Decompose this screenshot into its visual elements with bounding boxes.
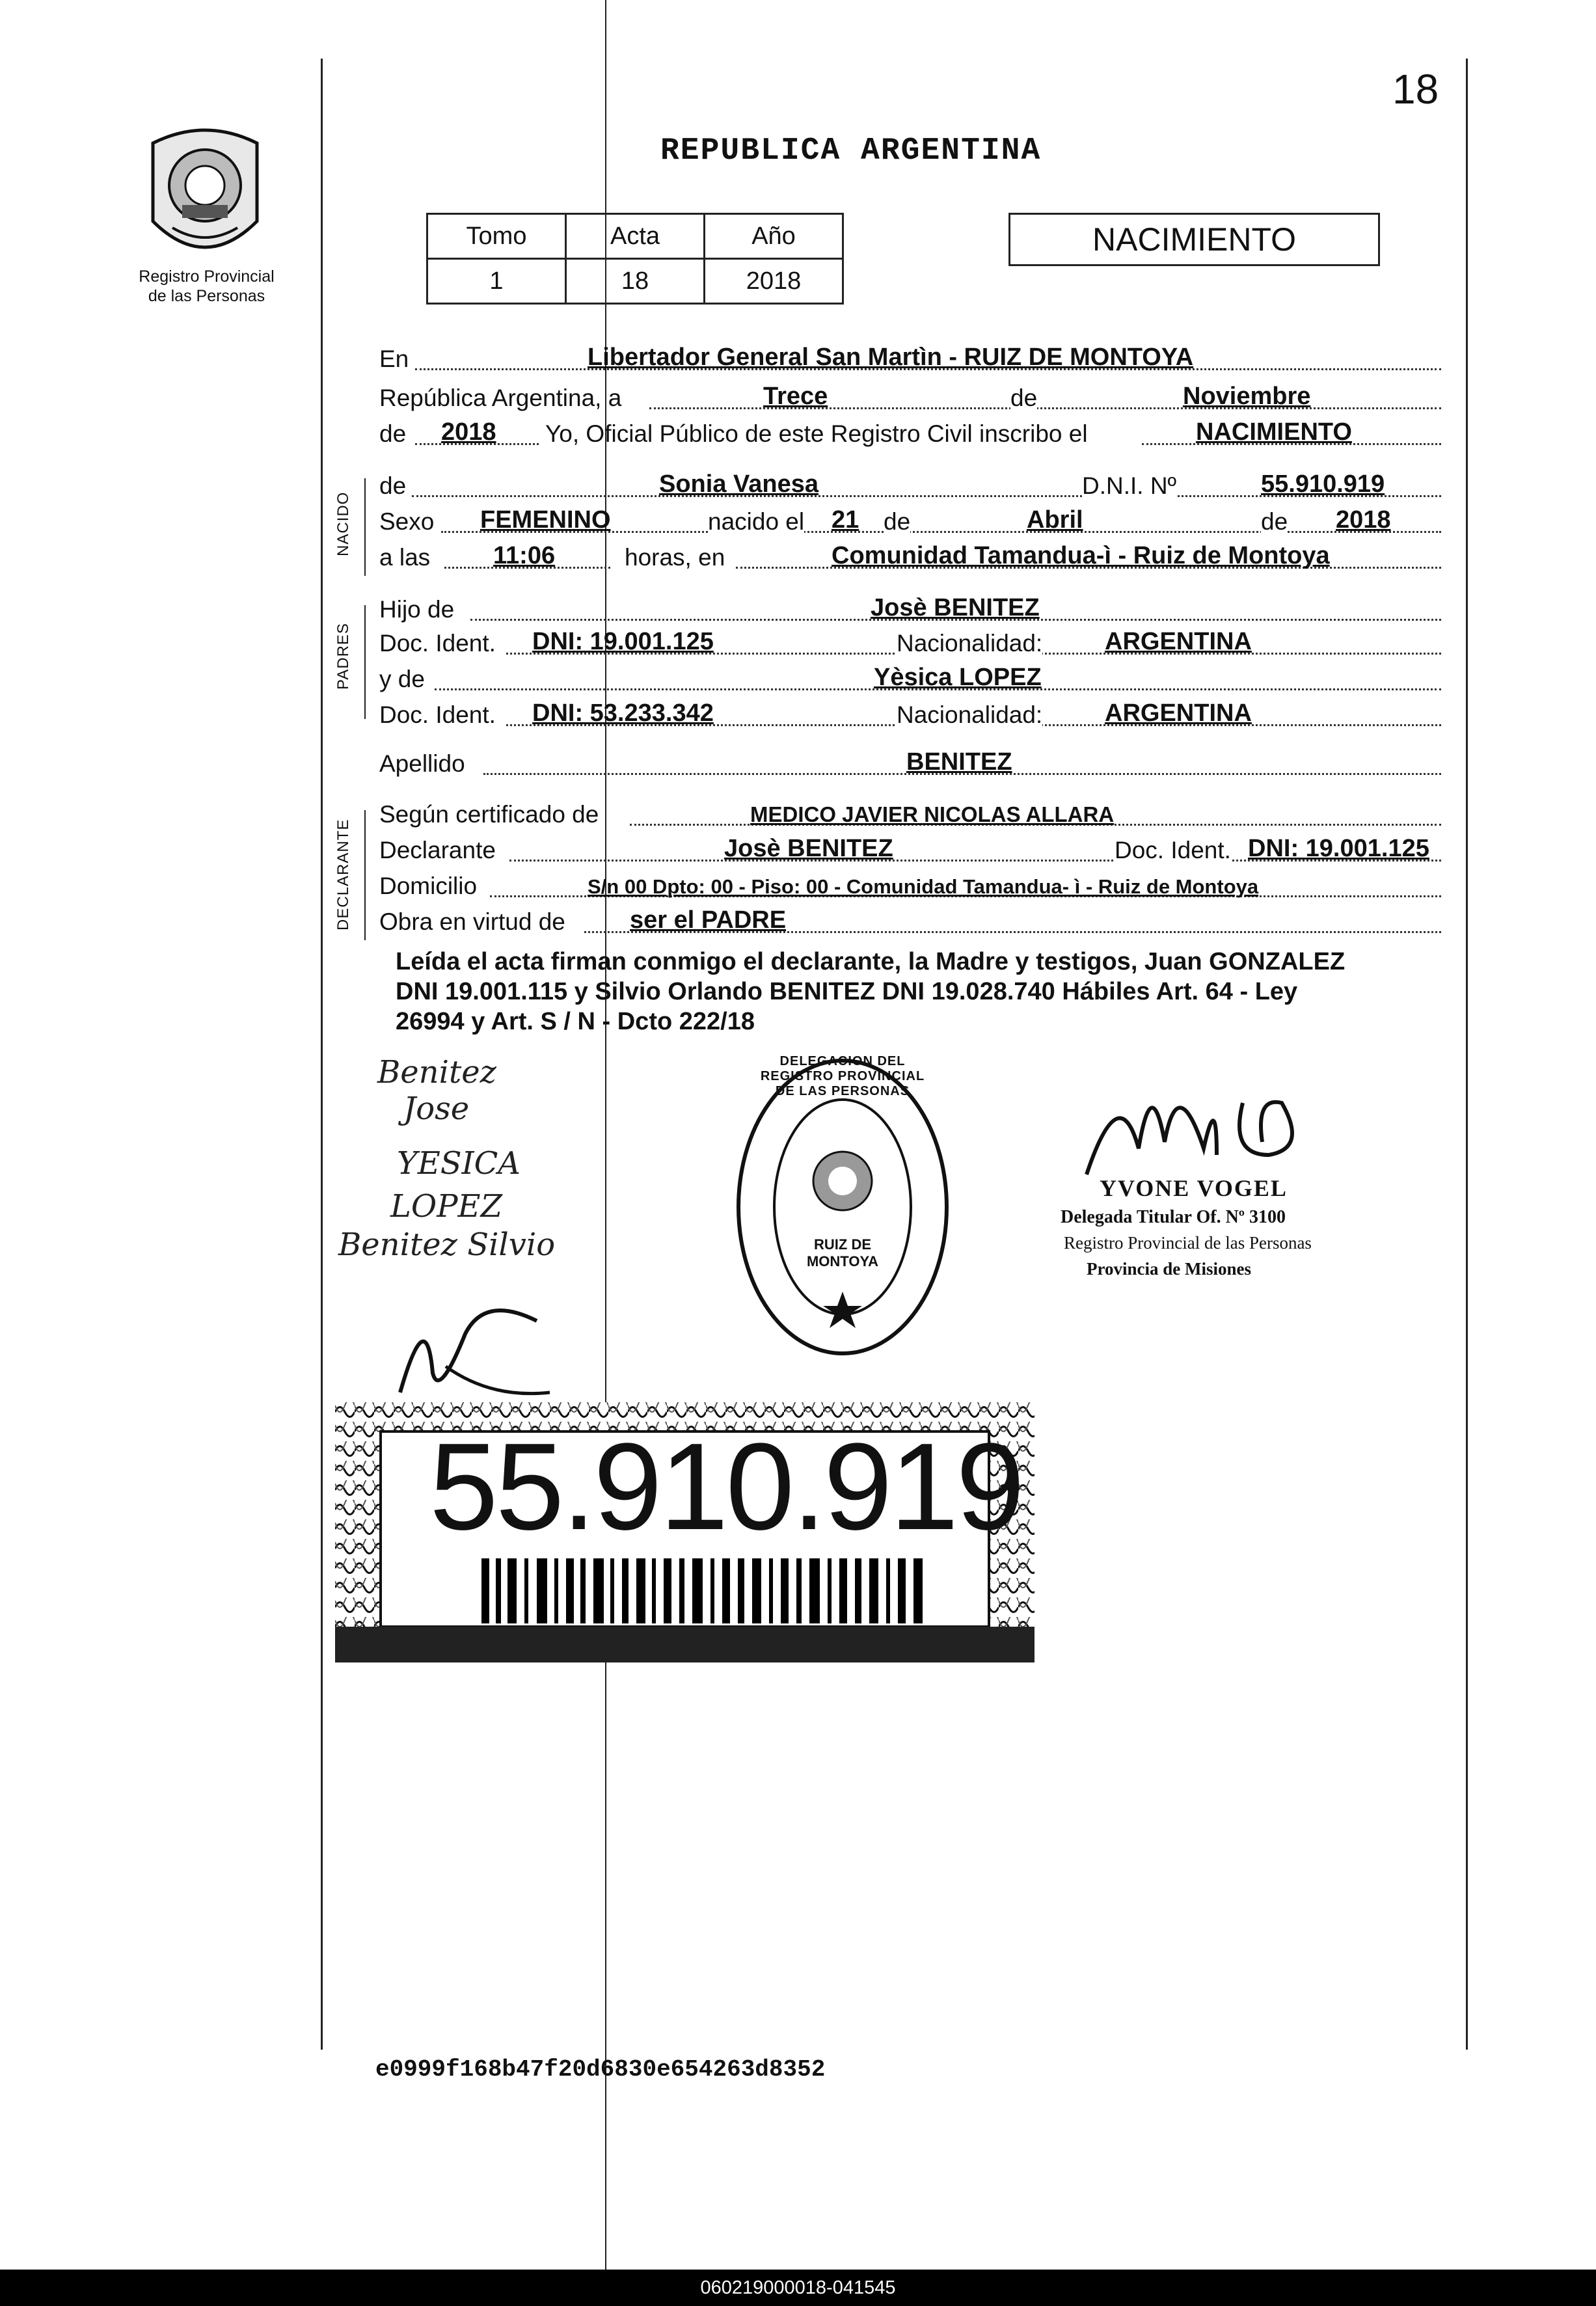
section-rule — [364, 810, 366, 940]
sexo-value: FEMENINO — [480, 506, 611, 534]
registry-table — [426, 213, 844, 305]
registry-seal — [732, 1051, 953, 1363]
de-label: de — [1010, 385, 1038, 411]
month-value: Noviembre — [1183, 383, 1311, 410]
domicilio-label: Domicilio — [379, 873, 478, 899]
provincia-misiones-logo — [133, 124, 277, 267]
closing-line-3: 26994 y Art. S / N - Dcto 222/18 — [396, 1008, 755, 1035]
apellido-label: Apellido — [379, 750, 465, 777]
doc-ident-label: Doc. Ident. — [379, 630, 496, 657]
logo-caption-line2: de las Personas — [148, 287, 265, 305]
doc-ident-label: Doc. Ident. — [1115, 837, 1231, 863]
section-rule — [364, 478, 366, 576]
hijo-de-label: Hijo de — [379, 596, 455, 623]
row-nacido-time — [379, 540, 1441, 573]
row-declarante — [379, 833, 1441, 865]
row-certificado — [379, 797, 1441, 830]
record-type-box: NACIMIENTO — [1008, 213, 1380, 266]
registry-value-ano: 2018 — [705, 259, 843, 304]
seal-ring-text: DELEGACION DEL REGISTRO PROVINCIAL DE LAS PERSONAS — [760, 1054, 925, 1098]
day-value: Trece — [763, 383, 828, 410]
mother-name-value: Yèsica LOPEZ — [874, 664, 1042, 691]
row-apellido — [379, 746, 1441, 779]
official-line-2: Registro Provincial de las Personas — [1064, 1233, 1312, 1253]
row-location — [379, 342, 1441, 374]
row-nacido-birth — [379, 504, 1441, 537]
signature-mother-line2: LOPEZ — [390, 1188, 502, 1225]
section-rule — [364, 605, 366, 719]
act-value: NACIMIENTO — [1196, 418, 1352, 446]
page-number: 18 — [1392, 66, 1439, 113]
signature-witness: Benitez Silvio — [338, 1227, 556, 1263]
nacionalidad-label: Nacionalidad: — [897, 630, 1043, 657]
section-label-nacido: NACIDO — [334, 491, 352, 556]
row-domicilio — [379, 869, 1441, 901]
signature-father-line2: Jose — [403, 1091, 470, 1127]
registry-header-ano: Año — [705, 214, 843, 259]
row-father — [379, 592, 1441, 625]
nacido-el-label: nacido el — [708, 508, 805, 535]
birth-time-value: 11:06 — [493, 542, 556, 569]
a-las-label: a las — [379, 544, 431, 571]
de-label: de — [379, 472, 407, 499]
logo-caption — [120, 267, 293, 306]
document-hash: e0999f168b47f20d6830e654263d8352 — [375, 2056, 826, 2083]
de-label-3: de — [1261, 508, 1288, 535]
en-label: En — [379, 346, 409, 372]
nacido-name-value: Sonia Vanesa — [659, 470, 819, 498]
logo-caption-line1: Registro Provincial — [139, 267, 275, 286]
doc-ident-label: Doc. Ident. — [379, 701, 496, 728]
row-year — [379, 416, 1441, 449]
section-label-padres: PADRES — [334, 623, 352, 690]
year-value: 2018 — [441, 418, 496, 446]
father-doc-value: DNI: 19.001.125 — [532, 628, 714, 655]
row-mother — [379, 662, 1441, 694]
row-father-doc — [379, 626, 1441, 658]
mother-nationality-value: ARGENTINA — [1105, 699, 1252, 727]
republica-label: República Argentina, a — [379, 385, 622, 411]
registry-value-tomo: 1 — [427, 259, 566, 304]
obra-label: Obra en virtud de — [379, 908, 565, 935]
domicilio-value: S/n 00 Dpto: 00 - Piso: 00 - Comunidad Tamandua- ì - Ruiz de Montoya — [588, 875, 1259, 898]
apellido-value: BENITEZ — [906, 748, 1012, 776]
birth-year-value: 2018 — [1336, 506, 1391, 534]
document-title: REPUBLICA ARGENTINA — [660, 133, 1042, 169]
birth-place-value: Comunidad Tamandua-ì - Ruiz de Montoya — [832, 542, 1330, 569]
registry-value-acta: 18 — [566, 259, 705, 304]
birth-day-value: 21 — [832, 506, 859, 534]
footer-code: 060219000018-041545 — [0, 2270, 1596, 2306]
de2-label: de — [379, 420, 407, 447]
declarante-name-value: Josè BENITEZ — [724, 835, 893, 862]
barcode-number: 55.910.919 — [429, 1418, 1022, 1556]
signature-father — [377, 1054, 496, 1127]
official-line-1: Delegada Titular Of. Nº 3100 — [1061, 1207, 1286, 1227]
left-margin-line — [321, 59, 323, 2050]
official-signature-block — [1061, 1051, 1386, 1311]
closing-line-1: Leída el acta firman conmigo el declarante, la Madre y testigos, Juan GONZALEZ — [396, 948, 1346, 975]
dni-label: D.N.I. Nº — [1082, 472, 1177, 499]
barcode-bars — [481, 1558, 924, 1623]
signature-father-line1: Benitez — [377, 1054, 496, 1091]
certificado-label: Según certificado de — [379, 801, 599, 828]
certificado-value: MEDICO JAVIER NICOLAS ALLARA — [750, 802, 1115, 826]
father-nationality-value: ARGENTINA — [1105, 628, 1252, 655]
officer-text: Yo, Oficial Público de este Registro Civil inscribo el — [545, 420, 1088, 447]
sexo-label: Sexo — [379, 508, 435, 535]
closing-statement — [396, 947, 1469, 1037]
y-de-label: y de — [379, 666, 425, 692]
declarante-doc-value: DNI: 19.001.125 — [1248, 835, 1429, 862]
registry-header-acta: Acta — [566, 214, 705, 259]
declarante-label: Declarante — [379, 837, 496, 863]
official-line-3: Provincia de Misiones — [1087, 1259, 1251, 1279]
fold-line — [605, 0, 606, 2270]
signature-scribble — [387, 1295, 556, 1399]
registry-header-tomo: Tomo — [427, 214, 566, 259]
obra-value: ser el PADRE — [630, 906, 787, 934]
right-margin-line — [1466, 59, 1468, 2050]
signature-mother — [390, 1145, 521, 1225]
signature-mother-line1: YESICA — [397, 1145, 521, 1182]
mother-doc-value: DNI: 53.233.342 — [532, 699, 714, 727]
location-value: Libertador General San Martìn - RUIZ DE MONTOYA — [588, 344, 1194, 371]
nacido-dni-value: 55.910.919 — [1261, 470, 1385, 498]
official-name: YVONE VOGEL — [1100, 1175, 1288, 1201]
row-mother-doc — [379, 698, 1441, 730]
row-nacido-name — [379, 468, 1441, 501]
nacionalidad-label: Nacionalidad: — [897, 701, 1043, 728]
row-date — [379, 381, 1441, 413]
father-name-value: Josè BENITEZ — [871, 594, 1040, 621]
horas-label: horas, en — [625, 544, 725, 571]
seal-center-text: RUIZ DE MONTOYA — [806, 1236, 879, 1269]
row-obra — [379, 904, 1441, 937]
de-label-2: de — [884, 508, 911, 535]
section-label-declarante: DECLARANTE — [334, 819, 352, 930]
closing-line-2: DNI 19.001.115 y Silvio Orlando BENITEZ DNI 19.028.740 Hábiles Art. 64 - Ley — [396, 978, 1298, 1005]
birth-month-value: Abril — [1027, 506, 1083, 534]
